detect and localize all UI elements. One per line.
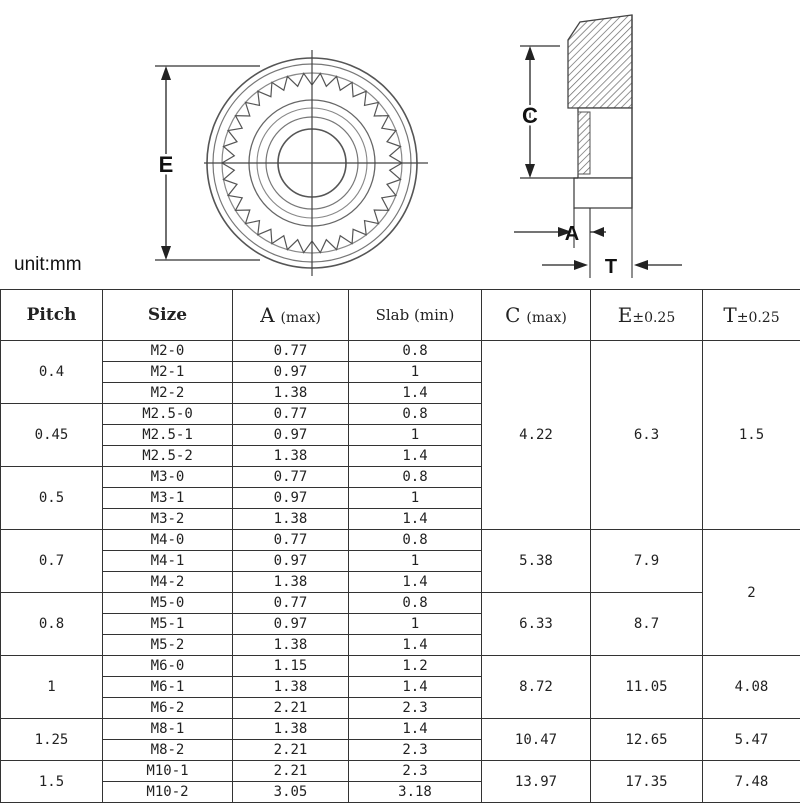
- a-max-cell: 1.38: [233, 572, 349, 593]
- slab-min-cell: 1: [349, 488, 482, 509]
- size-cell: M6-2: [103, 698, 233, 719]
- e-cell: 11.05: [591, 656, 703, 719]
- size-cell: M4-2: [103, 572, 233, 593]
- slab-min-cell: 1.4: [349, 383, 482, 404]
- t-cell: 4.08: [703, 656, 800, 719]
- a-max-cell: 0.97: [233, 614, 349, 635]
- c-max-cell: 10.47: [482, 719, 591, 761]
- e-label: E: [159, 152, 174, 177]
- slab-min-cell: 1.4: [349, 572, 482, 593]
- table-header-row: [1, 290, 800, 341]
- slab-min-cell: 1.4: [349, 446, 482, 467]
- slab-min-cell: 0.8: [349, 467, 482, 488]
- a-max-cell: 1.38: [233, 383, 349, 404]
- a-max-cell: 1.38: [233, 446, 349, 467]
- pitch-cell: 1: [1, 656, 103, 719]
- front-view: [155, 50, 428, 276]
- e-cell: 7.9: [591, 530, 703, 593]
- t-cell: 2: [703, 530, 800, 656]
- slab-min-cell: 2.3: [349, 698, 482, 719]
- pitch-cell: 0.4: [1, 341, 103, 404]
- a-max-cell: 2.21: [233, 761, 349, 782]
- size-cell: M4-1: [103, 551, 233, 572]
- a-max-cell: 0.97: [233, 425, 349, 446]
- a-max-cell: 0.97: [233, 362, 349, 383]
- a-max-cell: 0.97: [233, 488, 349, 509]
- size-cell: M6-0: [103, 656, 233, 677]
- c-max-cell: 13.97: [482, 761, 591, 803]
- header-pitch: Pitch: [1, 290, 103, 341]
- slab-min-cell: 1.4: [349, 635, 482, 656]
- table-row: [1, 719, 800, 740]
- a-max-cell: 0.77: [233, 404, 349, 425]
- a-max-cell: 0.97: [233, 551, 349, 572]
- slab-min-cell: 0.8: [349, 404, 482, 425]
- table-row: [1, 761, 800, 782]
- a-max-cell: 2.21: [233, 698, 349, 719]
- a-max-cell: 1.38: [233, 509, 349, 530]
- size-cell: M5-0: [103, 593, 233, 614]
- header-e: E±0.25: [591, 290, 703, 341]
- size-cell: M4-0: [103, 530, 233, 551]
- size-cell: M5-2: [103, 635, 233, 656]
- spec-table-body: [1, 341, 800, 803]
- header-t: T±0.25: [703, 290, 800, 341]
- a-max-cell: 1.38: [233, 719, 349, 740]
- size-cell: M2.5-1: [103, 425, 233, 446]
- header-a: A (max): [233, 290, 349, 341]
- slab-min-cell: 1.4: [349, 509, 482, 530]
- size-cell: M2-2: [103, 383, 233, 404]
- slab-min-cell: 1: [349, 551, 482, 572]
- a-max-cell: 0.77: [233, 467, 349, 488]
- size-cell: M3-1: [103, 488, 233, 509]
- slab-min-cell: 1.4: [349, 677, 482, 698]
- pitch-cell: 0.8: [1, 593, 103, 656]
- size-cell: M3-2: [103, 509, 233, 530]
- slab-min-cell: 3.18: [349, 782, 482, 803]
- table-row: [1, 656, 800, 677]
- pitch-cell: 0.7: [1, 530, 103, 593]
- spec-table: [0, 289, 800, 803]
- slab-min-cell: 1.4: [349, 719, 482, 740]
- size-cell: M3-0: [103, 467, 233, 488]
- size-cell: M2.5-2: [103, 446, 233, 467]
- e-cell: 17.35: [591, 761, 703, 803]
- a-max-cell: 3.05: [233, 782, 349, 803]
- pitch-cell: 1.25: [1, 719, 103, 761]
- pitch-cell: 0.5: [1, 467, 103, 530]
- size-cell: M2.5-0: [103, 404, 233, 425]
- e-cell: 6.3: [591, 341, 703, 530]
- slab-min-cell: 0.8: [349, 530, 482, 551]
- slab-min-cell: 2.3: [349, 761, 482, 782]
- a-max-cell: 0.77: [233, 593, 349, 614]
- c-max-cell: 5.38: [482, 530, 591, 593]
- size-cell: M2-0: [103, 341, 233, 362]
- size-cell: M8-1: [103, 719, 233, 740]
- slab-min-cell: 0.8: [349, 593, 482, 614]
- t-cell: 7.48: [703, 761, 800, 803]
- size-cell: M6-1: [103, 677, 233, 698]
- a-max-cell: 0.77: [233, 530, 349, 551]
- table-row: [1, 593, 800, 614]
- t-cell: 5.47: [703, 719, 800, 761]
- e-cell: 8.7: [591, 593, 703, 656]
- table-row: [1, 530, 800, 551]
- a-max-cell: 0.77: [233, 341, 349, 362]
- header-size: Size: [103, 290, 233, 341]
- slab-min-cell: 1: [349, 425, 482, 446]
- a-max-cell: 2.21: [233, 740, 349, 761]
- size-cell: M5-1: [103, 614, 233, 635]
- size-cell: M10-1: [103, 761, 233, 782]
- a-max-cell: 1.38: [233, 635, 349, 656]
- e-cell: 12.65: [591, 719, 703, 761]
- table-row: [1, 341, 800, 362]
- c-max-cell: 4.22: [482, 341, 591, 530]
- pitch-cell: 1.5: [1, 761, 103, 803]
- slab-min-cell: 0.8: [349, 341, 482, 362]
- unit-label: unit:mm: [14, 254, 82, 276]
- size-cell: M8-2: [103, 740, 233, 761]
- a-label: A: [565, 223, 579, 245]
- header-slab: Slab (min): [349, 290, 482, 341]
- slab-min-cell: 1: [349, 614, 482, 635]
- size-cell: M2-1: [103, 362, 233, 383]
- a-max-cell: 1.15: [233, 656, 349, 677]
- t-cell: 1.5: [703, 341, 800, 530]
- c-max-cell: 8.72: [482, 656, 591, 719]
- t-label: T: [605, 256, 617, 278]
- technical-drawing: [0, 0, 800, 290]
- a-max-cell: 1.38: [233, 677, 349, 698]
- c-max-cell: 6.33: [482, 593, 591, 656]
- c-label: C: [522, 103, 538, 128]
- size-cell: M10-2: [103, 782, 233, 803]
- pitch-cell: 0.45: [1, 404, 103, 467]
- slab-min-cell: 1.2: [349, 656, 482, 677]
- slab-min-cell: 2.3: [349, 740, 482, 761]
- header-c: C (max): [482, 290, 591, 341]
- slab-min-cell: 1: [349, 362, 482, 383]
- side-view: [514, 15, 682, 278]
